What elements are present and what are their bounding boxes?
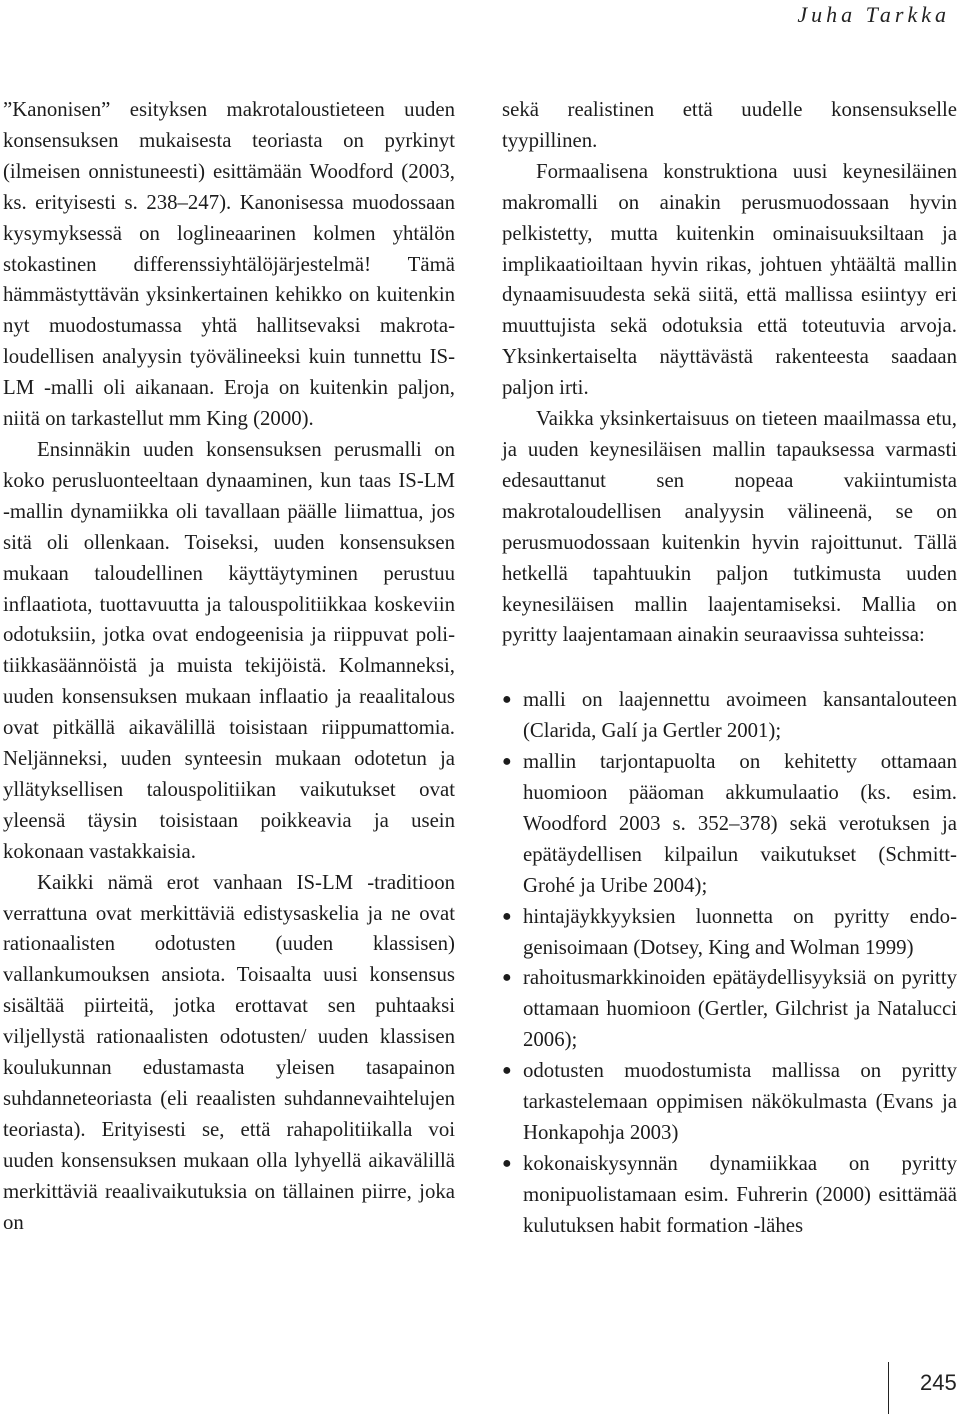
- right-text-column: [502, 95, 957, 1242]
- page-number-divider: [888, 1362, 889, 1414]
- bullet-text: odotusten muodostumista mallissa on pyritty tarkastelemaan oppimisen näkökulmasta (Evans ja Honkapohja 2003): [523, 1059, 957, 1144]
- paragraph: Ensinnäkin uuden konsensuksen perusmalli on koko perusluonteeltaan dynaaminen, kun taas IS-LM -mallin dynamiikka oli tavallaan päälle liimattua, jos sitä oli ollenkaan. Toiseksi, uuden konsensuksen mukaan taloudellinen käyttäytyminen perustuu inflaatiota, tuottavuutta ja talouspolitiikkaa koskeviin odotuksiin, jotka ovat endogeenisia ja riippuvat politiikkasäännöistä ja muista tekijöistä. Kolmanneksi, uuden konsensuksen mukaan inflaatio ja reaalitalous ovat pitkällä aikavälillä toisistaan riippumattomia. Neljänneksi, uuden synteesin mukaan odotetun ja yllätyksellisen talouspolitiikan vaikutukset ovat yleensä täysin toisistaan poikkeavia ja usein kokonaan vastakkaisia.: [3, 437, 455, 863]
- bullet-item: [502, 963, 957, 1056]
- paragraph: Formaalisena konstruktiona uusi keynesiläinen makromalli on ainakin perusmuodossaan hyvin pelkistetty, mutta kuitenkin ominaisuuksiltaan ja implikaatioiltaan hyvin rikas, johtuen yhtäältä mallin dynaamisuudesta sekä siitä, että mallissa esiintyy eri muuttujista sekä odotuksia että toteutuvia arvoja. Yksinkertaiselta näyttävästä rakenteesta saadaan paljon irti.: [502, 159, 957, 400]
- bullet-list: [502, 685, 957, 1241]
- paragraph: Vaikka yksinkertaisuus on tieteen maailmassa etu, ja uuden keynesiläisen mallin tapauksessa varmasti edesauttanut sen nopeaa vakiintumista makrotaloudellisen analyysin välineenä, se on perusmuodossaan kuitenkin hyvin rajoittunut. Tällä hetkellä tapahtuukin paljon tutkimusta uuden keynesiläisen mallin laajentamiseksi. Mallia on pyritty laajentamaan ainakin seuraavissa suhteissa:: [502, 407, 957, 647]
- paragraph: ”Kanonisen” esityksen makrotaloustieteen uuden konsensuksen mukaisesta teoriasta on pyrkinyt (ilmeisen onnistuneesti) esittämään Woodford (2003, ks. erityisesti s. 238–247). Kanonisessa muodossaan kysymyksessä on loglineaarinen kolmen yhtälön stokastinen differenssiyhtälöjärjestelmä! Tämä hämmästyttävän yksinkertainen kehikko on kuitenkin nyt muodostumassa yhtä hallitsevaksi makrotaloudellisen analyysin työvälineeksi kuin tunnettu IS-LM -malli oli aikanaan. Eroja on kuitenkin paljon, niitä on tarkastellut mm King (2000).: [3, 98, 455, 431]
- bullet-icon: ●: [502, 691, 512, 709]
- bullet-text: rahoitusmarkkinoiden epätäydellisyyksiä on pyritty ottamaan huomioon (Gertler, Gilchrist ja Natalucci 2006);: [523, 966, 957, 1052]
- bullet-item: [502, 685, 957, 747]
- bullet-icon: ●: [502, 907, 512, 925]
- running-header-author: Juha Tarkka: [797, 2, 950, 27]
- page-number: 245: [920, 1370, 957, 1395]
- bullet-item: [502, 1149, 957, 1242]
- bullet-item: [502, 1056, 957, 1149]
- bullet-text: hintajäykkyyksien luonnetta on pyritty endogenisoimaan (Dotsey, King and Wolman 1999): [523, 904, 957, 959]
- bullet-item: [502, 902, 957, 964]
- bullet-text: malli on laajennettu avoimeen kansantalouteen (Clarida, Galí ja Gertler 2001);: [523, 688, 957, 743]
- paragraph: sekä realistinen että uudelle konsensukselle tyypillinen.: [502, 98, 957, 152]
- bullet-icon: ●: [502, 1062, 512, 1080]
- bullet-item: [502, 747, 957, 902]
- bullet-icon: ●: [502, 753, 512, 771]
- bullet-text: kokonaiskysynnän dynamiikkaa on pyritty monipuolistamaan esim. Fuhrerin (2000) esittämää kulutuksen habit formation -lähes: [523, 1151, 957, 1237]
- bullet-icon: ●: [502, 969, 512, 987]
- bullet-icon: ●: [502, 1154, 512, 1172]
- paragraph: Kaikki nämä erot vanhaan IS-LM -traditioon verrattuna ovat merkittäviä edistysaskelia ja ne ovat rationaalisten odotusten (uuden klassisen) vallankumouksen ansiota. Toisaalta uusi konsensus sisältää piirteitä, jotka erottavat sen puhtaaksi viljellystä rationaalisten odotusten/ uuden klassisen koulukunnan edustamasta yleisen tasapainon suhdanneteoriasta (eli reaalisten suhdannevaihtelujen teoriasta). Erityisesti se, että rahapolitiikalla voi uuden konsensuksen mukaan olla lyhyellä aikavälillä merkittäviä reaalivaikutuksia on tällainen piirre, joka on: [3, 870, 455, 1234]
- bullet-text: mallin tarjontapuolta on kehitetty ottamaan huomioon pääoman akkumulaatio (ks. esim. Woodford 2003 s. 352–378) sekä verotuksen ja epätäydellisen kilpailun vaikutukset (Schmitt-Grohé ja Uribe 2004);: [523, 750, 957, 897]
- left-text-column: [3, 95, 455, 1239]
